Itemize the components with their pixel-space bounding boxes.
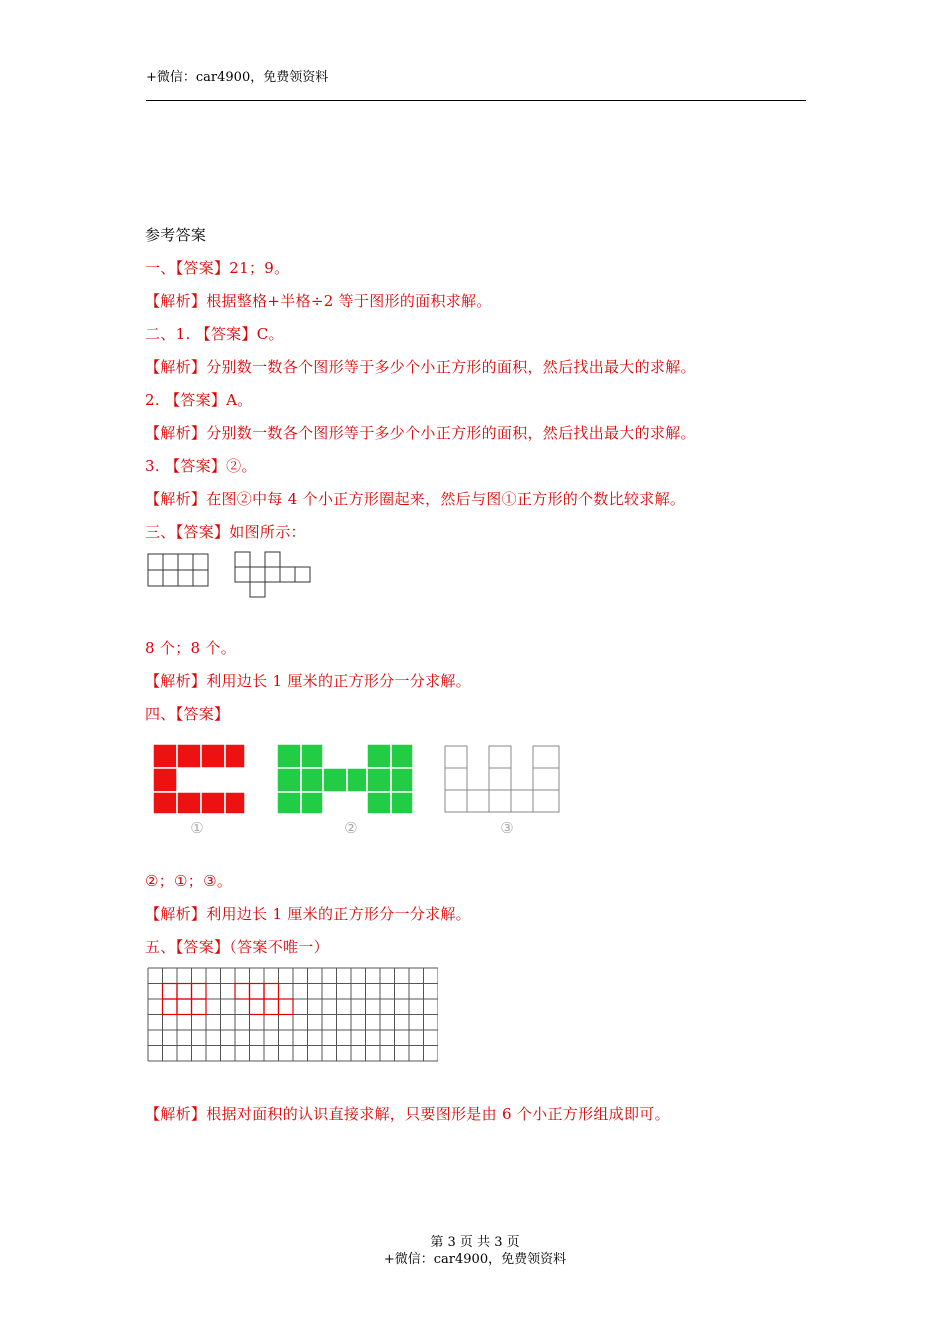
footer-contact: +微信：car4900，免费领资料 xyxy=(383,1252,567,1267)
page-number: 第 3 页 共 3 页 xyxy=(430,1235,520,1250)
q4-label-2: ② xyxy=(344,819,358,837)
q3-net-shape xyxy=(235,552,310,597)
q3-analysis: 【解析】利用边长 1 厘米的正方形分一分求解。 xyxy=(145,672,471,690)
q2-2-answer: 2. 【答案】A。 xyxy=(145,391,253,409)
q5-grid-figure xyxy=(146,966,438,1064)
q3-figure xyxy=(140,546,320,604)
q2-3-answer: 3. 【答案】②。 xyxy=(145,457,257,475)
q5-answer: 五、【答案】（答案不唯一） xyxy=(145,938,329,956)
q2-2-analysis: 【解析】分别数一数各个图形等于多少个小正方形的面积，然后找出最大的求解。 xyxy=(145,424,696,442)
q4-analysis: 【解析】利用边长 1 厘米的正方形分一分求解。 xyxy=(145,905,471,923)
q3-answer: 三、【答案】如图所示： xyxy=(145,523,306,541)
q4-answer: 四、【答案】 xyxy=(145,705,230,723)
header-rule xyxy=(146,100,806,101)
q4-result: ②；①；③。 xyxy=(145,872,233,890)
page-header: +微信：car4900，免费领资料 xyxy=(146,70,329,85)
q4-label-1: ① xyxy=(190,819,204,837)
q4-shape-2 xyxy=(277,744,413,814)
q4-shape-3 xyxy=(445,746,559,812)
q5-shape-rect xyxy=(163,984,207,1015)
q2-1-analysis: 【解析】分别数一数各个图形等于多少个小正方形的面积，然后找出最大的求解。 xyxy=(145,358,696,376)
q2-1-answer: 二、1. 【答案】C。 xyxy=(145,325,284,343)
q5-shape-step xyxy=(235,984,293,1015)
q4-label-3: ③ xyxy=(500,819,514,837)
q3-result: 8 个；8 个。 xyxy=(145,639,237,657)
q4-figure xyxy=(145,740,585,840)
q2-3-analysis: 【解析】在图②中每 4 个小正方形圈起来，然后与图①正方形的个数比较求解。 xyxy=(145,490,686,508)
q4-shape-1 xyxy=(153,744,245,814)
answer-title: 参考答案 xyxy=(145,226,207,244)
q1-analysis: 【解析】根据整格+半格÷2 等于图形的面积求解。 xyxy=(145,292,492,310)
q5-analysis: 【解析】根据对面积的认识直接求解，只要图形是由 6 个小正方形组成即可。 xyxy=(145,1105,670,1123)
q1-answer: 一、【答案】21；9。 xyxy=(145,259,290,277)
